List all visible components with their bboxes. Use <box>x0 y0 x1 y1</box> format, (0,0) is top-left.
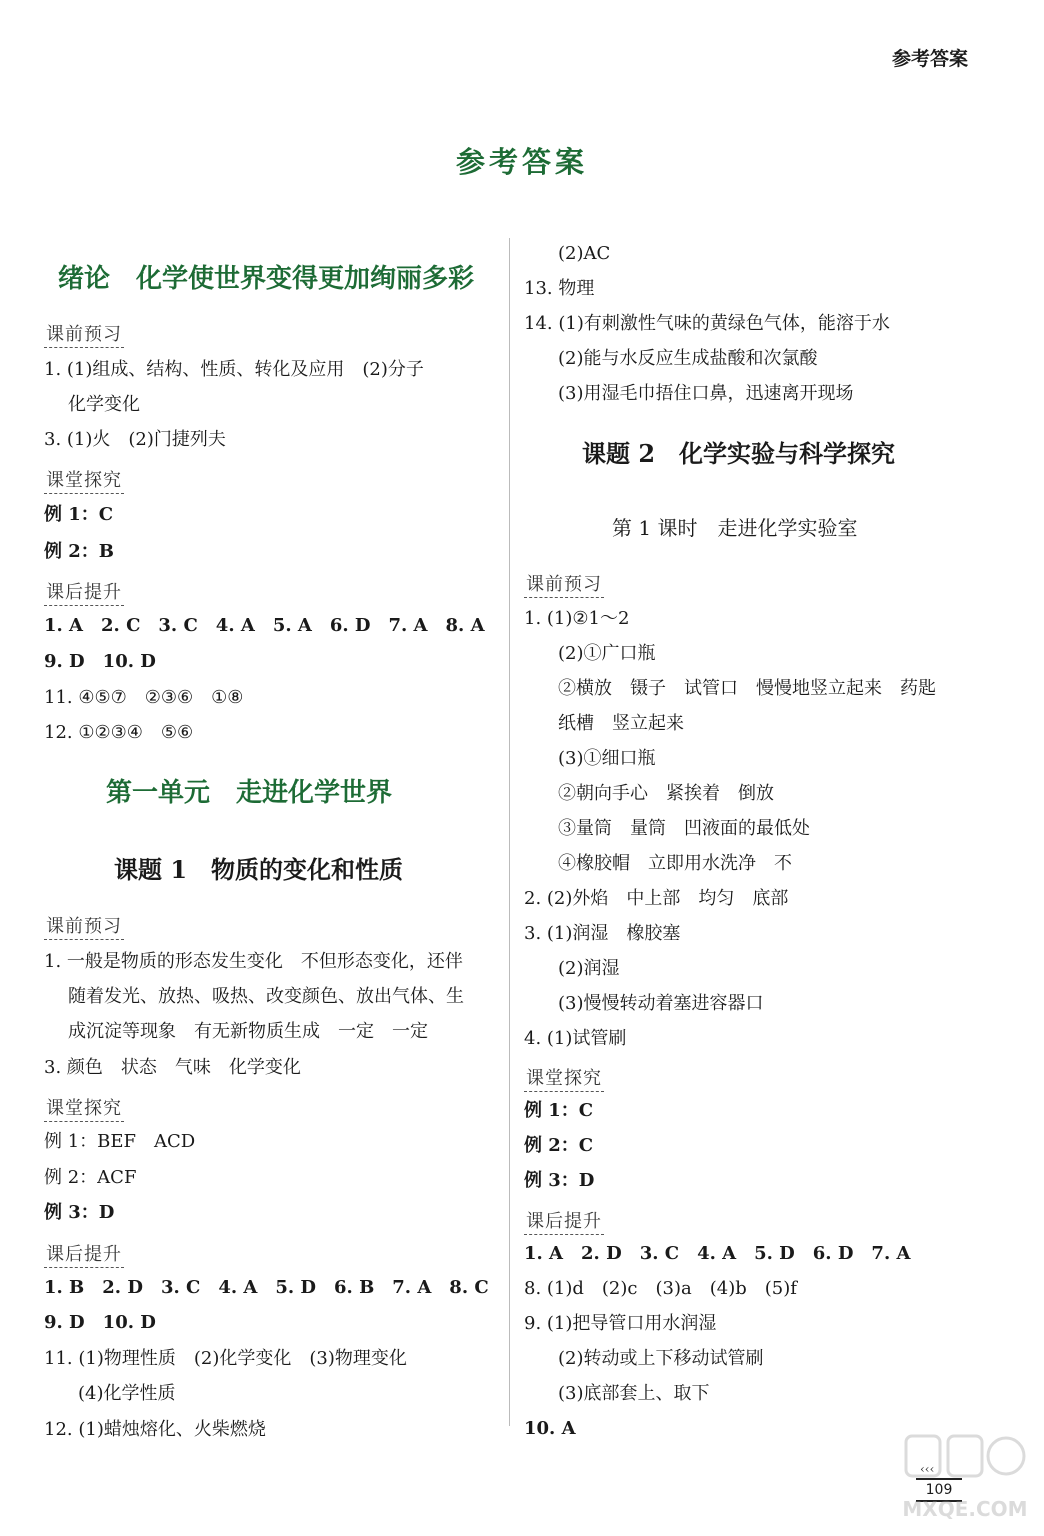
answer-line: 12. ①②③④ ⑤⑥ <box>44 722 194 743</box>
answer-line: (3)①细口瓶 <box>558 748 656 769</box>
answer-line: 化学变化 <box>68 394 140 415</box>
answer-line: (4)化学性质 <box>78 1383 176 1404</box>
answer-line: 1. (1)②1～2 <box>524 608 630 629</box>
answer-line: 11. (1)物理性质 (2)化学变化 (3)物理变化 <box>44 1348 407 1369</box>
running-header: 参考答案 <box>891 48 968 70</box>
answer-line: 例 3：D <box>524 1170 595 1191</box>
answer-line: 4. (1)试管刷 <box>524 1028 627 1049</box>
watermark-logo <box>900 1428 1030 1528</box>
answer-line: 1. 一般是物质的形态发生变化 不但形态变化，还伴 <box>44 951 463 972</box>
answer-line: 例 1：BEF ACD <box>44 1131 196 1152</box>
answer-line: ③量筒 量筒 凹液面的最低处 <box>558 818 810 839</box>
answer-line: 12. (1)蜡烛熔化、火柴燃烧 <box>44 1419 266 1440</box>
section-label: 课堂探究 <box>44 1094 124 1122</box>
answer-line: 11. ④⑤⑦ ②③⑥ ①⑧ <box>44 687 244 708</box>
answer-line: (3)底部套上、取下 <box>558 1383 710 1404</box>
unit-title: 第一单元 走进化学世界 <box>106 778 393 808</box>
section-label: 课前预习 <box>44 320 124 348</box>
topic-title: 课题 1 物质的变化和性质 <box>114 855 404 884</box>
answer-line: 9. (1)把导管口用水润湿 <box>524 1313 717 1334</box>
answer-line: (2)能与水反应生成盐酸和次氯酸 <box>558 348 818 369</box>
answer-line: 3. (1)润湿 橡胶塞 <box>524 923 681 944</box>
page-marker-icon: ‹‹‹ <box>920 1462 935 1476</box>
intro-title: 绪论 化学使世界变得更加绚丽多彩 <box>58 264 475 294</box>
answer-line: (3)慢慢转动着塞进容器口 <box>558 993 764 1014</box>
section-label: 课前预习 <box>44 912 124 940</box>
section-label: 课后提升 <box>524 1207 604 1235</box>
topic2-title: 课题 2 化学实验与科学探究 <box>582 439 896 468</box>
column-divider <box>509 238 510 1426</box>
answer-line: 13. 物理 <box>524 278 595 299</box>
page-title: 参考答案 <box>455 145 588 179</box>
answer-line: 9. D 10. D <box>44 651 156 672</box>
answer-line: ④橡胶帽 立即用水洗净 不 <box>558 853 792 874</box>
answer-line: ②朝向手心 紧挨着 倒放 <box>558 783 774 804</box>
section-label: 课后提升 <box>44 1240 124 1268</box>
answer-line: 例 3：D <box>44 1202 115 1223</box>
answer-line: (2)转动或上下移动试管刷 <box>558 1348 764 1369</box>
answer-line: 8. (1)d (2)c (3)a (4)b (5)f <box>524 1278 797 1299</box>
answer-line: (3)用湿毛巾捂住口鼻，迅速离开现场 <box>558 383 854 404</box>
answer-line: 2. (2)外焰 中上部 均匀 底部 <box>524 888 789 909</box>
answer-line: 例 1：C <box>44 504 114 525</box>
answer-line: 成沉淀等现象 有无新物质生成 一定 一定 <box>68 1021 428 1042</box>
answer-line: 例 2：B <box>44 541 115 562</box>
watermark-text: MXQE.COM <box>902 1497 1028 1521</box>
answer-line: (2)①广口瓶 <box>558 643 656 664</box>
answer-line: 9. D 10. D <box>44 1312 156 1333</box>
answer-line: 14. (1)有刺激性气味的黄绿色气体，能溶于水 <box>524 313 890 334</box>
section-label: 课堂探究 <box>524 1064 604 1092</box>
section-label: 课前预习 <box>524 570 604 598</box>
answer-line: 3. 颜色 状态 气味 化学变化 <box>44 1057 301 1078</box>
section-label: 课堂探究 <box>44 466 124 494</box>
answer-line: 例 2：ACF <box>44 1167 137 1188</box>
answer-line: 3. (1)火 (2)门捷列夫 <box>44 429 226 450</box>
answer-line: (2)AC <box>558 243 611 264</box>
lesson-title: 第 1 课时 走进化学实验室 <box>612 516 858 540</box>
page-number: 109 <box>916 1478 962 1502</box>
answer-line: (2)润湿 <box>558 958 620 979</box>
answer-line: 1. A 2. D 3. C 4. A 5. D 6. D 7. A <box>524 1243 911 1264</box>
answer-line: 纸槽 竖立起来 <box>558 713 684 734</box>
answer-line: 例 2：C <box>524 1135 594 1156</box>
answer-line: 1. A 2. C 3. C 4. A 5. A 6. D 7. A 8. A <box>44 615 485 636</box>
answer-line: 10. A <box>524 1418 576 1439</box>
answer-line: 1. B 2. D 3. C 4. A 5. D 6. B 7. A 8. C <box>44 1277 489 1298</box>
answer-line: 1. (1)组成、结构、性质、转化及应用 (2)分子 <box>44 359 424 380</box>
section-label: 课后提升 <box>44 578 124 606</box>
answer-line: 例 1：C <box>524 1100 594 1121</box>
answer-line: ②横放 镊子 试管口 慢慢地竖立起来 药匙 <box>558 678 936 699</box>
answer-line: 随着发光、放热、吸热、改变颜色、放出气体、生 <box>68 986 464 1007</box>
